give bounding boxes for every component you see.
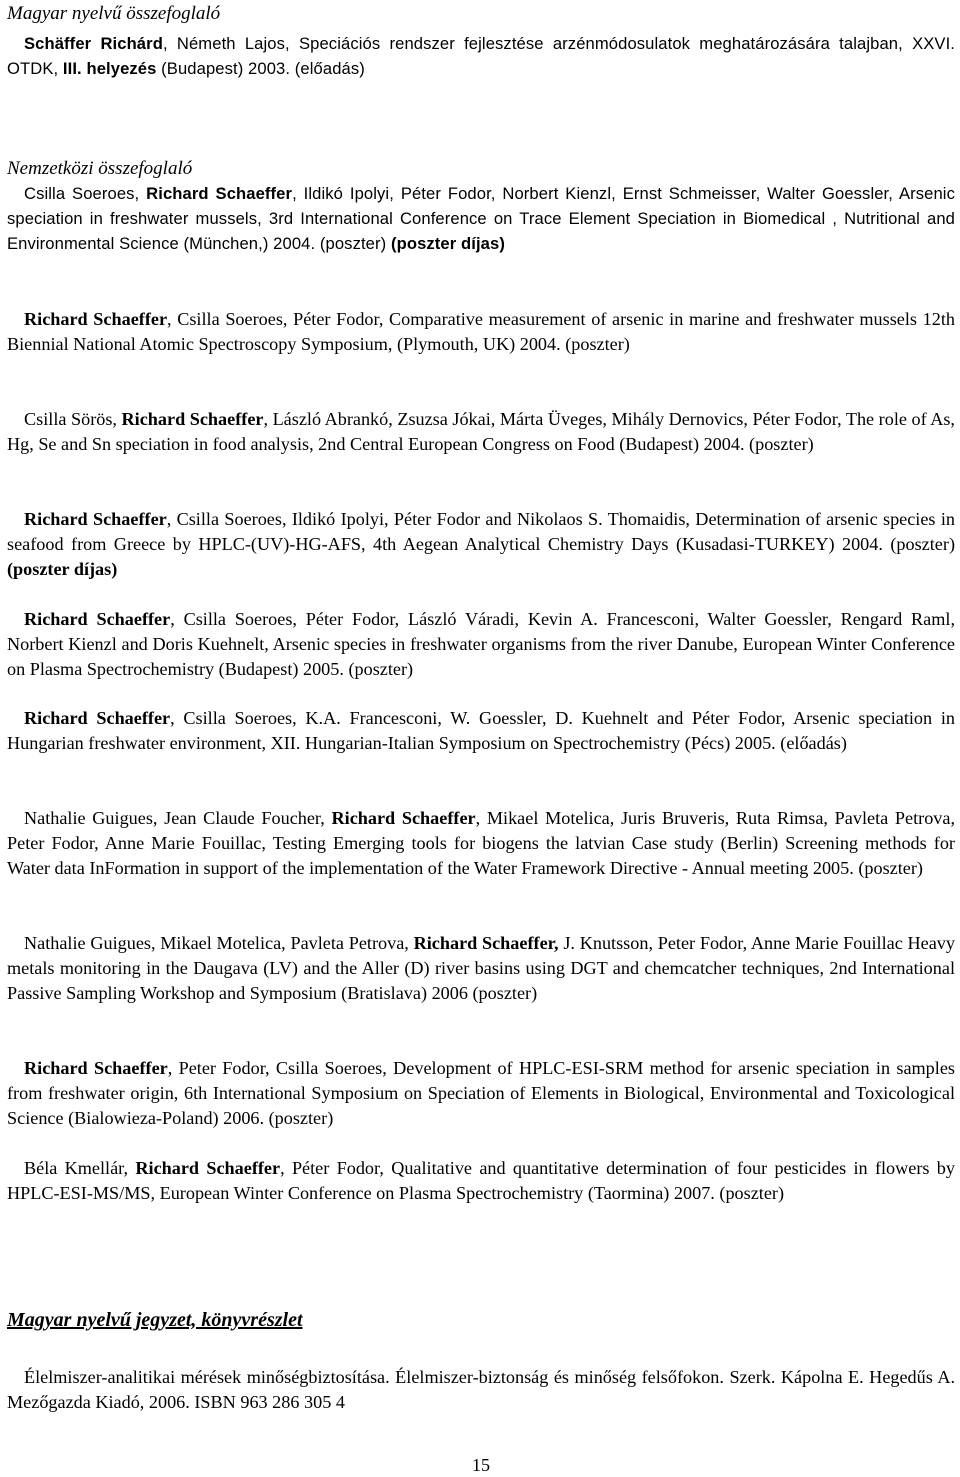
section-title-hu-notes: Magyar nyelvű jegyzet, könyvrészlet <box>7 1309 303 1331</box>
entry-taormina-2007: Béla Kmellár, Richard Schaeffer, Péter Fodor, Qualitative and quantitative determination of four pesticides in flowers by HPLC-ESI-MS/MS, European Winter Conference on Plasma Spectrochemistry (Taormina) 2007. (poszter) <box>7 1158 955 1203</box>
section-title-intl-summary: Nemzetközi összefoglaló <box>7 158 193 179</box>
entry-munich-2004: Csilla Soeroes, Richard Schaeffer, Ildikó Ipolyi, Péter Fodor, Norbert Kienzl, Ernst Schmeisser, Walter Goessler, Arsenic speciation in freshwater mussels, 3rd International Conference on Trace Element Speciation in Biomedical , Nutritional and Environmental Science (München,) 2004. (poszter) (poszter díjas) <box>7 184 955 253</box>
entry-food-congress-2004: Csilla Sörös, Richard Schaeffer, László Abrankó, Zsuzsa Jókai, Márta Üveges, Mihály Dernovics, Péter Fodor, The role of As, Hg, Se and Sn speciation in food analysis, 2nd Central European Congress on Food (Budapest) 2004. (poszter) <box>7 409 955 454</box>
entry-plymouth-2004: Richard Schaeffer, Csilla Soeroes, Péter Fodor, Comparative measurement of arsenic in marine and freshwater mussels 12th Biennial National Atomic Spectroscopy Symposium, (Plymouth, UK) 2004. (poszter) <box>7 309 955 354</box>
entry-pecs-2005: Richard Schaeffer, Csilla Soeroes, K.A. Francesconi, W. Goessler, D. Kuehnelt and Péter Fodor, Arsenic speciation in Hungarian freshwater environment, XII. Hungarian-Italian Symposium on Spectrochemistry (Pécs) 2005. (előadás) <box>7 708 955 753</box>
entry-otdk-2003: Schäffer Richárd, Németh Lajos, Speciációs rendszer fejlesztése arzénmódosulatok meghatározására talajban, XXVI. OTDK, III. helyezés (Budapest) 2003. (előadás) <box>7 34 955 78</box>
entry-bratislava-2006: Nathalie Guigues, Mikael Motelica, Pavleta Petrova, Richard Schaeffer, J. Knutsson, Peter Fodor, Anne Marie Fouillac Heavy metals monitoring in the Daugava (LV) and the Aller (D) river basins using DGT and chemcatcher techniques, 2nd International Passive Sampling Workshop and Symposium (Bratislava) 2006 (poszter) <box>7 933 955 1003</box>
entry-berlin-2005: Nathalie Guigues, Jean Claude Foucher, Richard Schaeffer, Mikael Motelica, Juris Bruveris, Ruta Rimsa, Pavleta Petrova, Peter Fodor, Anne Marie Fouillac, Testing Emerging tools for biogens the latvian Case study (Berlin) Screening methods for Water data InFormation in support of the implementation of the Water Framework Directive - Annual meeting 2005. (poszter) <box>7 808 955 878</box>
entry-bialowieza-2006: Richard Schaeffer, Peter Fodor, Csilla Soeroes, Development of HPLC-ESI-SRM method for arsenic speciation in samples from freshwater origin, 6th International Symposium on Speciation of Elements in Biological, Environmental and Toxicological Science (Bialowieza-Poland) 2006. (poszter) <box>7 1058 955 1128</box>
entry-book-chapter-2006: Élelmiszer-analitikai mérések minőségbiztosítása. Élelmiszer-biztonság és minőség felsőfokon. Szerk. Kápolna E. Hegedűs A. Mezőgazda Kiadó, 2006. ISBN 963 286 305 4 <box>7 1367 955 1412</box>
section-title-hu-summary: Magyar nyelvű összefoglaló <box>7 3 221 24</box>
entry-kusadasi-2004: Richard Schaeffer, Csilla Soeroes, Ildikó Ipolyi, Péter Fodor and Nikolaos S. Thomaidis, Determination of arsenic species in seafood from Greece by HPLC-(UV)-HG-AFS, 4th Aegean Analytical Chemistry Days (Kusadasi-TURKEY) 2004. (poszter) (poszter díjas) <box>7 509 955 579</box>
page-number: 15 <box>472 1455 490 1475</box>
entry-budapest-2005: Richard Schaeffer, Csilla Soeroes, Péter Fodor, László Váradi, Kevin A. Francesconi, Walter Goessler, Rengard Raml, Norbert Kienzl and Doris Kuehnelt, Arsenic species in freshwater organisms from the river Danube, European Winter Conference on Plasma Spectrochemistry (Budapest) 2005. (poszter) <box>7 609 955 679</box>
